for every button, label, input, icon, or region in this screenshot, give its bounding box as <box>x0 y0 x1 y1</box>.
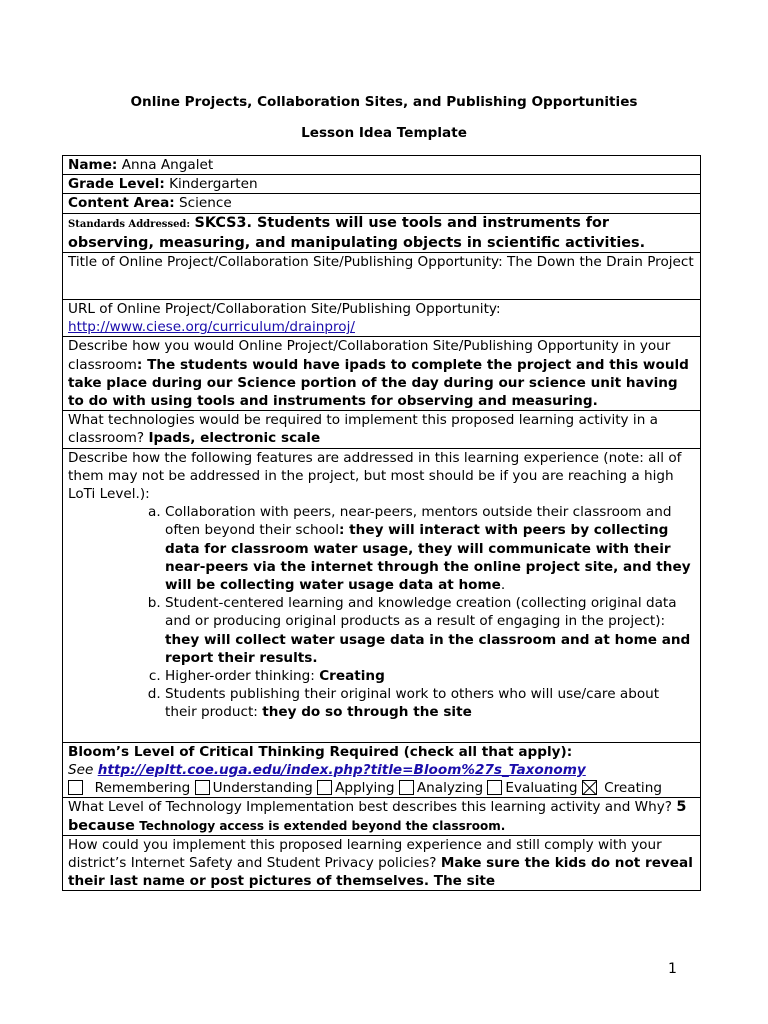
loti-answer-text: Technology access is extended beyond the classroom. <box>139 818 506 833</box>
row-describe <box>63 337 701 411</box>
standards-value: SKCS3. Students will use tools and instruments for observing, measuring, and manipulating objects in scientific activities. <box>68 214 646 251</box>
row-standards <box>63 213 701 252</box>
features-intro: Describe how the following features are addressed in this learning experience (note: all of them may not be addressed in the project, but most should be if you are reaching a high LoTi Level.): <box>68 449 682 503</box>
checkbox-remembering[interactable] <box>68 780 83 795</box>
row-features <box>63 448 701 742</box>
safety-question: How could you implement this proposed learning experience and still comply with your district’s Internet Safety and Student Privacy policies? <box>68 836 662 871</box>
grade-value: Kindergarten <box>169 176 258 193</box>
name-label: Name: <box>68 157 118 173</box>
document-subtitle: Lesson Idea Template <box>301 125 467 141</box>
checkbox-applying[interactable] <box>317 780 332 795</box>
project-title-label: Title of Online Project/Collaboration Site/Publishing Opportunity: <box>68 254 503 271</box>
row-content-area <box>63 194 701 213</box>
checkbox-evaluating[interactable] <box>487 780 502 795</box>
loti-answer-number: 5 because <box>68 799 687 834</box>
checkbox-understanding[interactable] <box>195 780 210 795</box>
project-title-value: The Down the Drain Project <box>507 254 694 271</box>
row-grade <box>63 175 701 194</box>
feature-item: b. Student-centered learning and knowledge creation (collecting original data and or producing original products as a result of engaging in the project): they will collect water usage data in the classroom and at home and report their results. <box>165 594 695 667</box>
row-project-title <box>63 253 701 300</box>
describe-value: : The students would have ipads to complete the project and this would take place during our Science portion of the day during our science unit having to do with using tools and instruments for observing and measuring. <box>68 356 689 410</box>
describe-label: Describe how you would Online Project/Collaboration Site/Publishing Opportunity in your classroom <box>68 338 671 373</box>
checkbox-creating-checked[interactable] <box>582 780 597 795</box>
feature-item: d. Students publishing their original work to others who will use/care about their product: they do so through the site <box>165 685 695 721</box>
content-area-label: Content Area: <box>68 195 175 212</box>
project-url-link[interactable]: http://www.ciese.org/curriculum/drainproj/ <box>68 319 355 336</box>
features-list <box>68 503 695 721</box>
blooms-heading: Bloom’s Level of Critical Thinking Required (check all that apply): <box>68 743 573 760</box>
grade-label: Grade Level: <box>68 176 165 193</box>
safety-answer: Make sure the kids do not reveal their last name or post pictures of themselves. The site <box>68 854 693 890</box>
feature-item: a. Collaboration with peers, near-peers, mentors outside their classroom and often beyond their school: they will interact with peers by collecting data for classroom water usage, they will communicate with their near-peers via the internet through the online project site, and they will be collecting water usage data at home. <box>165 503 695 594</box>
row-technologies <box>63 411 701 448</box>
blooms-taxonomy-link[interactable]: http://epltt.coe.uga.edu/index.php?title=Bloom%27s_Taxonomy <box>97 761 586 778</box>
row-blooms <box>63 742 701 798</box>
content-area-value: Science <box>179 195 232 212</box>
blooms-see-label: See <box>68 761 94 778</box>
loti-question: What Level of Technology Implementation best describes this learning activity and Why? <box>68 799 672 816</box>
row-url <box>63 300 701 337</box>
url-label: URL of Online Project/Collaboration Site/Publishing Opportunity: <box>68 301 501 318</box>
blooms-levels: Remembering Understanding Applying Analyzing Evaluating Creating <box>68 779 695 797</box>
feature-item: c. Higher-order thinking: Creating <box>165 667 695 685</box>
page-number: 1 <box>668 961 677 977</box>
lesson-template-table <box>62 155 701 891</box>
checkbox-analyzing[interactable] <box>399 780 414 795</box>
row-loti <box>63 798 701 835</box>
row-safety <box>63 835 701 891</box>
name-value: Anna Angalet <box>121 157 214 173</box>
row-name <box>63 156 701 175</box>
standards-label: Standards Addressed: <box>68 218 191 230</box>
technologies-label: What technologies would be required to implement this proposed learning activity in a classroom? <box>68 412 658 447</box>
technologies-value: Ipads, electronic scale <box>148 430 321 447</box>
document-title: Online Projects, Collaboration Sites, and Publishing Opportunities <box>130 94 638 110</box>
